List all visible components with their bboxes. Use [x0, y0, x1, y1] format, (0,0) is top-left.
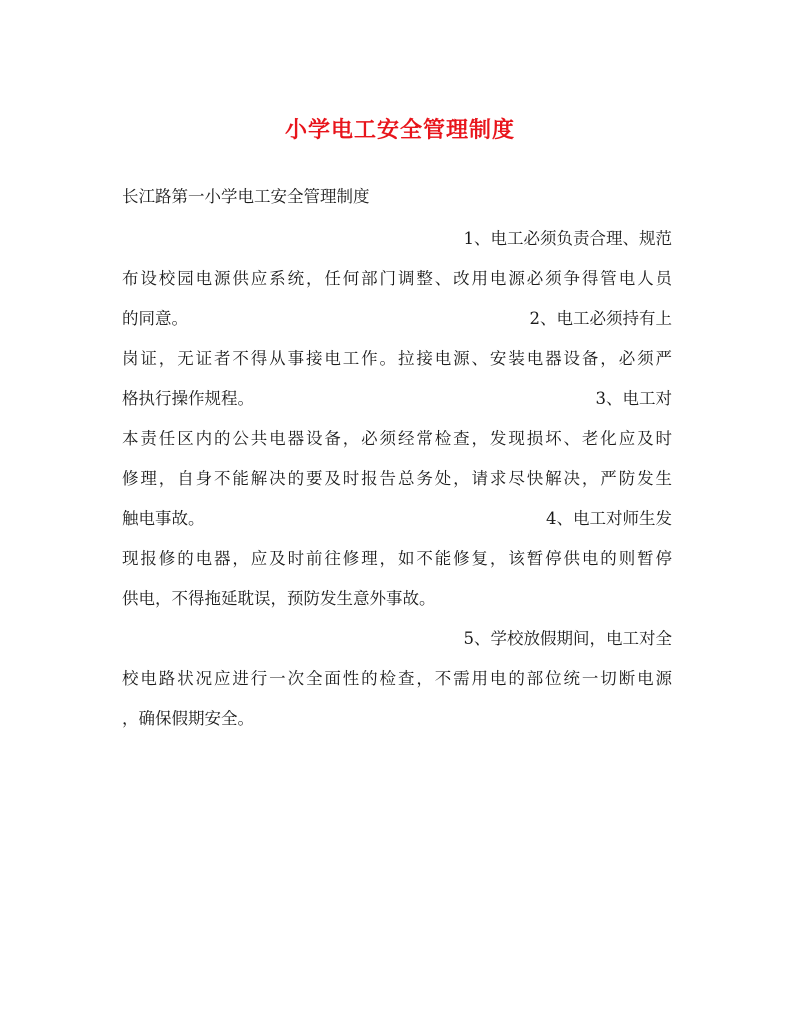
paragraph-line — [122, 708, 672, 730]
paragraph-line: 布设校园电源供应系统，任何部门调整、改用电源必须争得管电人员 — [122, 269, 672, 288]
paragraph-item-start: 4、电工对师生发 — [546, 509, 672, 528]
document-subtitle: 长江路第一小学电工安全管理制度 — [122, 187, 370, 206]
document-title: 小学电工安全管理制度 — [284, 117, 515, 143]
paragraph-text: ，确保假期安全。 — [122, 709, 254, 728]
paragraph-line — [122, 388, 672, 410]
paragraph-text: 格执行操作规程。 — [122, 389, 254, 408]
paragraph-item-start: 3、电工对 — [595, 389, 672, 408]
paragraph-item-start: 1、电工必须负责合理、规范 — [463, 229, 672, 248]
paragraph-text: 供电，不得拖延耽误，预防发生意外事故。 — [122, 589, 436, 608]
paragraph-line — [122, 508, 672, 530]
paragraph-line — [122, 308, 672, 330]
paragraph-line: 校电路状况应进行一次全面性的检查，不需用电的部位统一切断电源 — [122, 669, 672, 688]
paragraph-line: 岗证，无证者不得从事接电工作。拉接电源、安装电器设备，必须严 — [122, 349, 672, 368]
paragraph-item-start: 2、电工必须持有上 — [529, 309, 672, 328]
paragraph-item-start: 5、学校放假期间，电工对全 — [463, 629, 672, 648]
paragraph-line: 现报修的电器，应及时前往修理，如不能修复，该暂停供电的则暂停 — [122, 549, 672, 568]
paragraph-line: 本责任区内的公共电器设备，必须经常检查，发现损坏、老化应及时 — [122, 429, 672, 448]
paragraph-text: 的同意。 — [122, 309, 188, 328]
paragraph-line — [122, 228, 672, 250]
paragraph-line — [122, 628, 672, 650]
paragraph-line: 修理，自身不能解决的要及时报告总务处，请求尽快解决，严防发生 — [122, 469, 672, 488]
paragraph-text: 触电事故。 — [122, 509, 205, 528]
paragraph-line — [122, 588, 672, 610]
